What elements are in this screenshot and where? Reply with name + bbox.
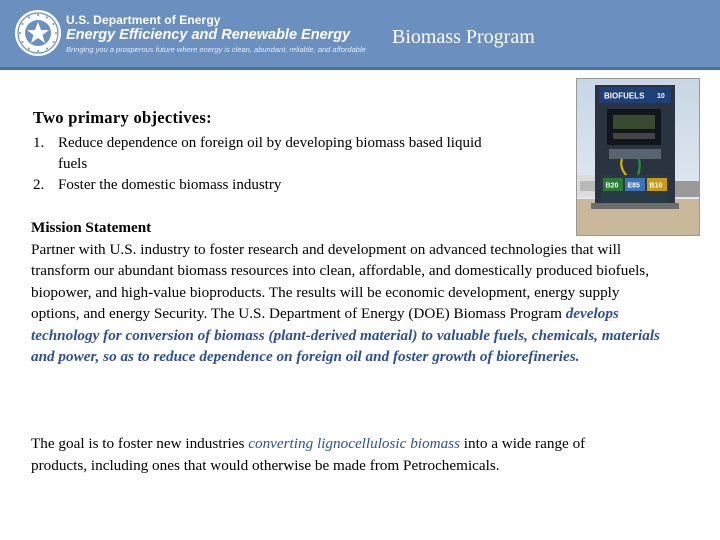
eere-name: Energy Efficiency and Renewable Energy <box>66 27 351 43</box>
eere-tagline: Bringing you a prosperous future where energy is clean, abundant, reliable, and affordable <box>66 45 366 54</box>
doe-name: U.S. Department of Energy <box>66 13 221 27</box>
mission-text: Partner with U.S. industry to foster research and development on advanced technologies that will transform our abundant biomass resources into clean, affordable, and domestically produced biofuels, biopower, and high-value bioproducts. The results will be economic development, energy supply options, and energy Security. The U.S. Department of Energy (DOE) Biomass Program <box>31 240 650 322</box>
doe-seal-icon <box>14 9 62 57</box>
pump-sign-text: BIOFUELS <box>604 91 645 101</box>
mission-heading: Mission Statement <box>31 219 152 236</box>
mission-statement <box>31 217 671 368</box>
biofuels-pump-photo <box>576 78 700 236</box>
banner-divider <box>0 67 720 70</box>
list-item <box>33 133 503 175</box>
objectives-list <box>33 133 503 196</box>
list-item-text: Reduce dependence on foreign oil by developing biomass based liquid fuels <box>58 135 482 172</box>
pump-label-e85: E85 <box>627 182 640 190</box>
pump-number-text: 10 <box>657 93 665 100</box>
goal-paragraph <box>31 433 631 476</box>
header-banner <box>0 0 720 70</box>
list-item-text: Foster the domestic biomass industry <box>58 177 282 193</box>
goal-emphasis-text: converting lignocellulosic biomass <box>248 435 460 452</box>
biofuels-pump-image <box>577 79 699 235</box>
list-item-number: 2. <box>33 177 45 193</box>
mission-emphasis-text: develops technology for conversion of biomass (plant-derived material) to valuable fuels, chemicals, materials and power, so as to reduce dependence on foreign oil and foster growth of biorefineries. <box>31 305 660 365</box>
pump-label-b10: B10 <box>649 182 663 190</box>
goal-text-before: The goal is to foster new industries <box>31 435 249 452</box>
list-item <box>33 175 503 196</box>
program-title: Biomass Program <box>392 26 535 48</box>
goal-text-after: into a wide range of products, including ones that would otherwise be made from Petrochemicals. <box>31 435 586 474</box>
objectives-heading: Two primary objectives: <box>33 108 212 127</box>
pump-label-b20: B20 <box>605 182 619 190</box>
list-item-number: 1. <box>33 135 45 151</box>
